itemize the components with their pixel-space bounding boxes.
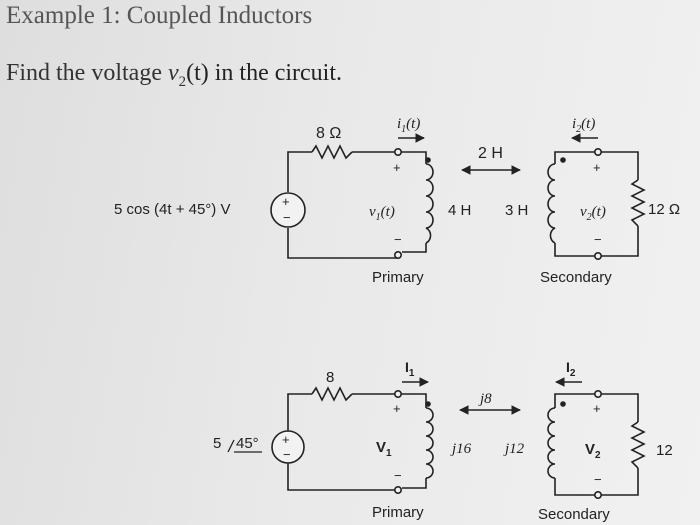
resistor-12ohm (632, 180, 644, 226)
c2-primary-label: Primary (372, 504, 424, 521)
resistor-8ohm (312, 146, 352, 158)
c1-v2-label: $v_2(t)$ (580, 204, 606, 223)
c2-l2-label: j12 (505, 441, 525, 457)
terminal-p1-top (395, 149, 401, 155)
primary-wire (288, 152, 426, 258)
c1-load-label: 12 Ω (648, 201, 681, 218)
dot-primary (425, 157, 431, 163)
c1-source-minus: − (283, 210, 291, 225)
secondary-coil-2 (548, 408, 555, 478)
c2-source-angle: 45° (236, 435, 259, 452)
terminal-p2-bottom (395, 487, 401, 493)
c1-resistor-label: 8 Ω (316, 125, 342, 142)
prompt-var: v (167, 60, 179, 86)
c1-primary-label: Primary (372, 269, 424, 286)
circuit-2 (228, 382, 644, 498)
c2-source-minus: − (283, 447, 291, 462)
c2-source-mag: 5 (213, 435, 222, 452)
c2-load-label: 12 (656, 442, 673, 459)
prompt-suffix: (t) in the circuit. (186, 60, 343, 86)
c1-current2-label: $i_2(t)$ (572, 116, 596, 135)
circuit-1 (271, 138, 644, 259)
c1-source-label: 5 cos (4t + 45°) V (114, 201, 231, 218)
terminal-p2-top (395, 391, 401, 397)
c2-v1-label: $V_1$ (376, 439, 392, 459)
c1-current1-label: $i_1(t)$ (397, 116, 421, 135)
dot-secondary-2 (560, 401, 566, 407)
c1-secondary-label: Secondary (540, 269, 612, 286)
c2-mutual-label: j8 (480, 391, 492, 407)
dot-secondary (560, 157, 566, 163)
terminal-s2-top (595, 391, 601, 397)
c1-v1-label: $v_1(t)$ (369, 204, 395, 223)
c2-v1-plus: + (393, 401, 401, 416)
c2-resistor-label: 8 (326, 369, 335, 386)
c1-v1-plus: + (393, 160, 401, 175)
c2-source-plus: + (282, 432, 290, 447)
terminal-s2-bottom (595, 492, 601, 498)
c2-v2-plus: + (593, 401, 601, 416)
c1-v2-minus: − (594, 232, 602, 247)
prompt-prefix: Find the voltage (6, 60, 168, 86)
prompt-sub: 2 (178, 73, 187, 90)
c2-v2-minus: − (594, 472, 602, 487)
resistor-8-2 (312, 388, 352, 400)
c2-l1-label: j16 (452, 441, 472, 457)
c1-v2-plus: + (593, 160, 601, 175)
primary-wire-2 (288, 394, 426, 490)
primary-coil (426, 164, 433, 243)
c1-mutual-label: 2 H (478, 145, 503, 162)
c1-l2-label: 3 H (505, 202, 529, 219)
c1-v1-minus: − (394, 232, 402, 247)
resistor-12-2 (632, 422, 644, 468)
primary-coil-2 (426, 408, 433, 478)
c2-v2-label: $V_2$ (585, 441, 601, 461)
c1-source-plus: + (282, 194, 290, 209)
terminal-s-top (595, 149, 601, 155)
c2-current1-label: $I_1$ (405, 359, 415, 379)
terminal-s-bottom (595, 253, 601, 259)
c2-v1-minus: − (394, 468, 402, 483)
c1-l1-label: 4 H (448, 202, 472, 219)
slide-title: Example 1: Coupled Inductors (6, 2, 313, 29)
dot-primary-2 (425, 401, 431, 407)
c2-secondary-label: Secondary (538, 506, 610, 523)
c2-current2-label: $I_2$ (566, 359, 576, 379)
terminal-p1-bottom (395, 252, 401, 258)
secondary-coil (548, 164, 555, 243)
